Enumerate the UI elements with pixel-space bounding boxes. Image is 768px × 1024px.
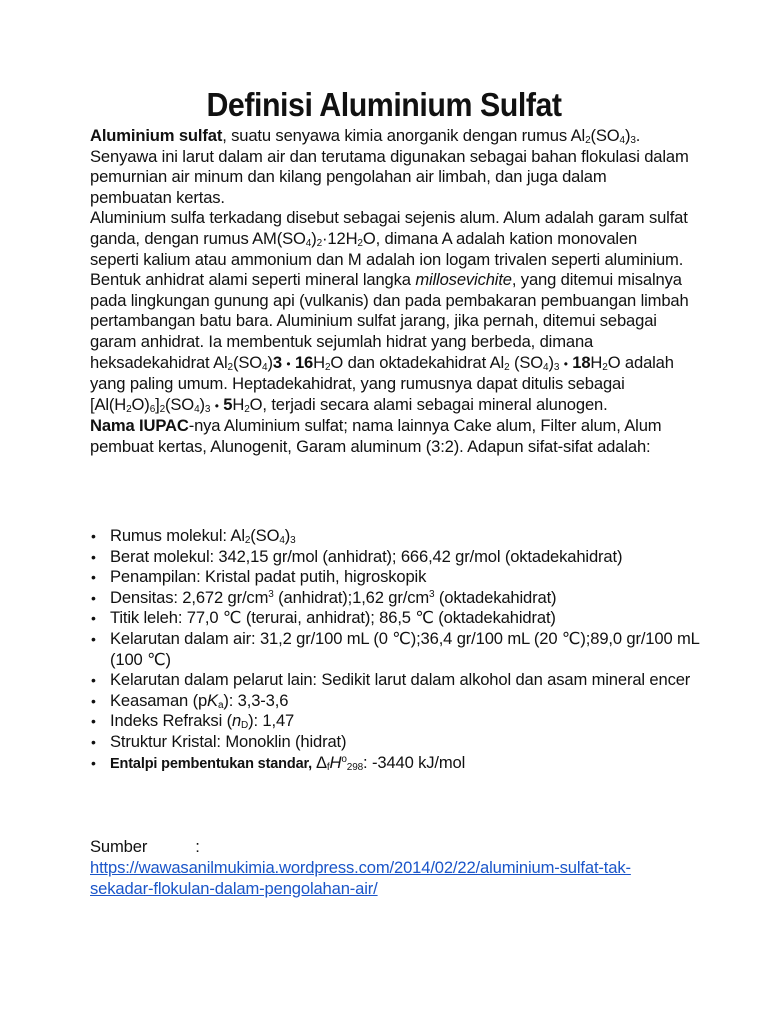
- mineral-name: millosevichite: [415, 270, 512, 290]
- list-item: • Indeks Refraksi $(n_D)$: 1,47: [110, 711, 710, 732]
- source-label-line: [90, 836, 690, 857]
- article-body: [90, 126, 690, 458]
- iupac-paragraph: [90, 416, 690, 457]
- intro-paragraph: Aluminium sulfat, suatu senyawa kimia anorganik dengan rumus $Al_2(SO_4)_3$. Senyawa ini larut dalam air dan terutama digunakan sebagai bahan flokulasi dalam pemurnian air minum dan kilang pengolahan air limbah, dan juga dalam pembuatan kertas.: [90, 126, 689, 207]
- list-item: • Rumus molekul: $Al_2(SO_4)_3$: [110, 526, 710, 547]
- source-section: [90, 836, 690, 899]
- source-url-line-1[interactable]: https://wawasanilmukimia.wordpress.com/2014/02/22/aluminium-sulfat-tak-: [90, 858, 631, 877]
- intro-text-2: . Senyawa ini larut dalam air dan terutama digunakan sebagai bahan flokulasi dalam pemurnian air minum dan kilang pengolahan air limbah, dan juga dalam pembuatan kertas.: [90, 126, 689, 207]
- intro-text-1: , suatu senyawa kimia anorganik dengan rumus: [222, 126, 571, 145]
- list-item: • Struktur Kristal: Monoklin (hidrat): [110, 732, 710, 753]
- alum-paragraph: Aluminium sulfa terkadang disebut sebagai sejenis alum. Alum adalah garam sulfat ganda, dengan rumus $AM(SO_4)_2\cdot 12H_2O$, dimana A adalah kation monovalen seperti kalium atau ammonium dan M adalah ion logam trivalen seperti aluminium. Bentuk anhidrat alami seperti mineral langka millosevichite, yang ditemui misalnya pada lingkungan gunung api (vulkanis) dan pada pembakaran pembuangan limbah pertambangan batu bara. Aluminium sulfat jarang, jika pernah, ditemui sebagai garam anhidrat. Ia membentuk sejumlah hidrat yang berbeda, dimana heksadekahidrat $Al_2(SO_4)3$ • $16H_2O$ dan oktadekahidrat $Al_2$ $(SO_4)_3$ • $18H_2O$ adalah yang paling umum. Heptadekahidrat, yang rumusnya dapat ditulis sebagai $[Al(H_2O)_6]_2(SO_4)_3$ • $5H_2O$, terjadi secara alami sebagai mineral alunogen.: [90, 208, 689, 415]
- list-item: • Keasaman $(pK_a)$: 3,3-3,6: [110, 691, 710, 712]
- list-item: • Kelarutan dalam air: 31,2 gr/100 mL (0 ℃);36,4 gr/100 mL (20 ℃);89,0 gr/100 mL (100 ℃): [110, 629, 710, 670]
- list-item: • Titik leleh: 77,0 ℃ (terurai, anhidrat); 86,5 ℃ (oktadekahidrat): [110, 608, 710, 629]
- list-item: • Entalpi pembentukan standar, $\Delta_fH^o_{298}$: -3440 kJ/mol: [110, 753, 710, 775]
- list-item: • Penampilan: Kristal padat putih, higroskopik: [110, 567, 710, 588]
- source-link[interactable]: [90, 858, 631, 898]
- page-title: Definisi Aluminium Sulfat: [206, 86, 562, 123]
- intro-term: Aluminium sulfat: [90, 126, 223, 145]
- properties-list: [90, 526, 710, 774]
- iupac-text: -nya Aluminium sulfat; nama lainnya Cake alum, Filter alum, Alum pembuat kertas, Alunogenit, Garam aluminum (3:2). Adapun sifat-sifat adalah:: [90, 416, 662, 456]
- list-item: • Densitas: 2,672 $gr/cm^3$ (anhidrat);1,62 $gr/cm^3$ (oktadekahidrat): [110, 588, 710, 609]
- alum-text-5: dan oktadekahidrat: [343, 352, 490, 372]
- alum-text-4: , yang ditemui misalnya pada lingkungan gunung api (vulkanis) dan pada pembakaran pembuangan limbah pertambangan batu bara. Aluminium sulfat jarang, jika pernah, ditemui sebagai garam anhidrat. Ia membentuk sejumlah hidrat yang berbeda, dimana heksadekahidrat: [90, 270, 689, 372]
- iupac-term: Nama IUPAC: [90, 416, 189, 436]
- source-label: Sumber: [90, 837, 148, 856]
- source-colon: :: [195, 837, 200, 856]
- alum-text-3: O, dimana A adalah kation monovalen seperti kalium atau ammonium dan M adalah ion logam trivalen seperti aluminium. Bentuk anhidrat alami seperti mineral langka: [90, 228, 684, 290]
- list-item: • Berat molekul: 342,15 gr/mol (anhidrat); 666,42 gr/mol (oktadekahidrat): [110, 547, 710, 568]
- list-item: • Kelarutan dalam pelarut lain: Sedikit larut dalam alkohol dan asam mineral encer: [110, 670, 710, 691]
- alum-text-1: Aluminium sulfa terkadang disebut sebagai sejenis alum. Alum adalah garam sulfat ganda, dengan rumus AM(SO: [90, 208, 688, 248]
- source-url-line-2[interactable]: sekadar-flokulan-dalam-pengolahan-air/: [90, 879, 378, 898]
- alum-text-2: ·12H: [322, 228, 358, 248]
- alum-text-6: adalah yang paling umum. Heptadekahidrat, yang rumusnya dapat ditulis sebagai: [90, 352, 674, 394]
- alum-text-7: , terjadi secara alami sebagai mineral alunogen.: [262, 394, 608, 414]
